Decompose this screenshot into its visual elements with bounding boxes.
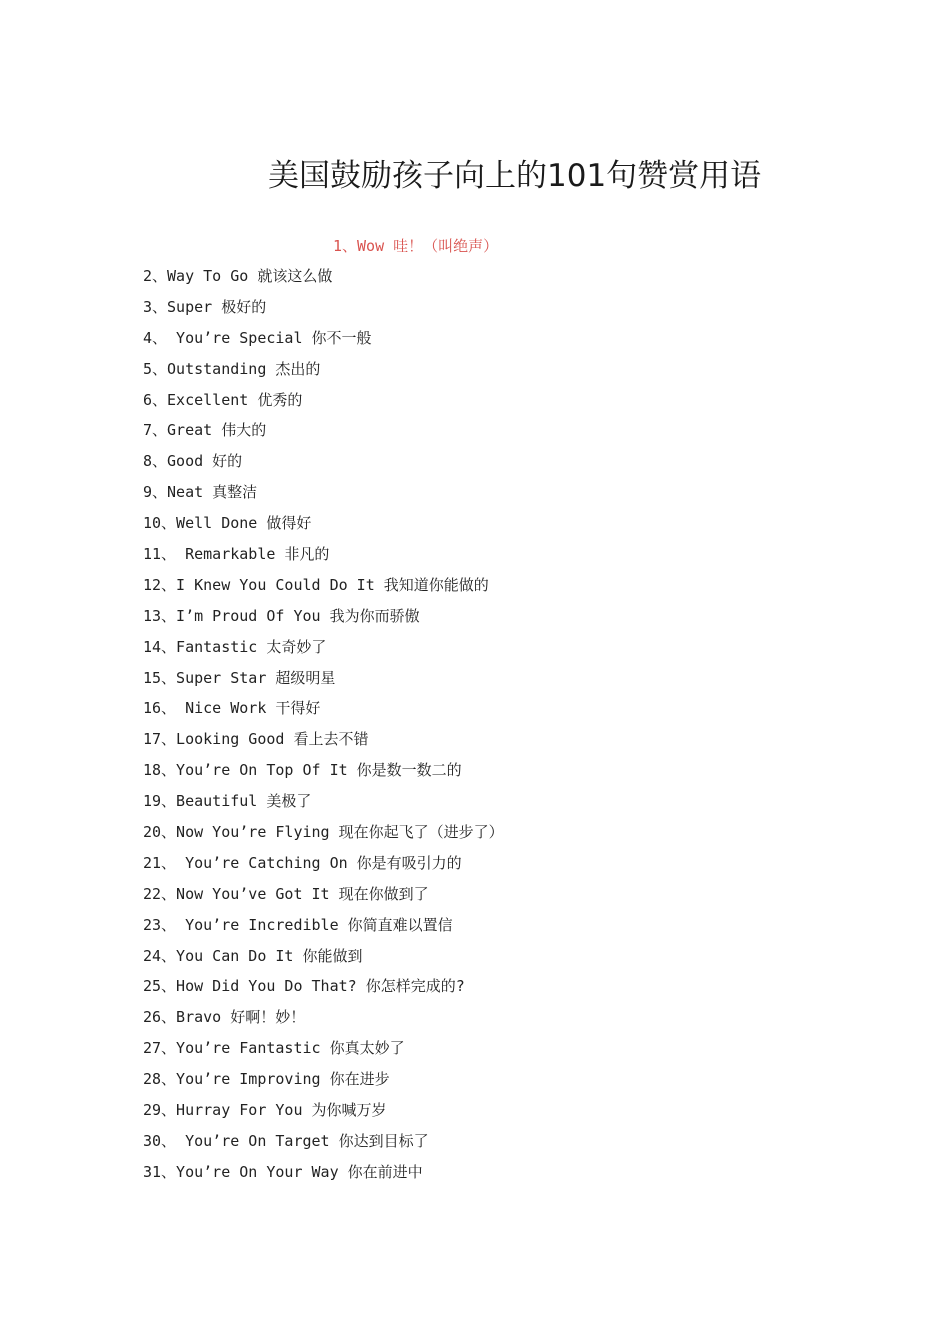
- list-item: 27、You’re Fantastic 你真太妙了: [143, 1039, 405, 1058]
- list-item: 25、How Did You Do That? 你怎样完成的?: [143, 977, 465, 996]
- phrase-list: [143, 265, 504, 1192]
- list-item: 15、Super Star 超级明星: [143, 668, 336, 687]
- list-item: 19、Beautiful 美极了: [143, 792, 312, 811]
- list-item: 12、I Knew You Could Do It 我知道你能做的: [143, 575, 489, 594]
- list-item: 18、You’re On Top Of It 你是数一数二的: [143, 761, 462, 780]
- list-item: 9、Neat 真整洁: [143, 483, 258, 502]
- list-item: 29、Hurray For You 为你喊万岁: [143, 1101, 387, 1120]
- list-item: 16、 Nice Work 干得好: [143, 699, 321, 718]
- list-item: 24、You Can Do It 你能做到: [143, 946, 363, 965]
- list-item: 26、Bravo 好啊！妙！: [143, 1008, 306, 1027]
- list-item: 4、 You’re Special 你不一般: [143, 328, 372, 347]
- list-item: 31、You’re On Your Way 你在前进中: [143, 1162, 423, 1181]
- list-item: 23、 You’re Incredible 你简直难以置信: [143, 915, 453, 934]
- list-item: 11、 Remarkable 非凡的: [143, 545, 330, 564]
- list-item: 17、Looking Good 看上去不错: [143, 730, 369, 749]
- document-title: 美国鼓励孩子向上的101句赞赏用语: [268, 158, 762, 194]
- list-item: 13、I’m Proud Of You 我为你而骄傲: [143, 606, 420, 625]
- list-item: 7、Great 伟大的: [143, 421, 267, 440]
- list-item: 5、Outstanding 杰出的: [143, 359, 321, 378]
- list-item-highlighted: 1、Wow 哇！（叫绝声）: [333, 237, 499, 255]
- list-item: 2、Way To Go 就该这么做: [143, 267, 333, 285]
- list-item: 14、Fantastic 太奇妙了: [143, 637, 327, 656]
- list-item: 21、 You’re Catching On 你是有吸引力的: [143, 853, 462, 872]
- list-item: 10、Well Done 做得好: [143, 514, 312, 533]
- list-item: 3、Super 极好的: [143, 297, 267, 316]
- list-item: 22、Now You’ve Got It 现在你做到了: [143, 884, 429, 903]
- list-item: 20、Now You’re Flying 现在你起飞了（进步了）: [143, 823, 504, 842]
- list-item: 28、You’re Improving 你在进步: [143, 1070, 390, 1089]
- list-item: 6、Excellent 优秀的: [143, 390, 303, 409]
- list-item: 8、Good 好的: [143, 452, 243, 471]
- list-item: 30、 You’re On Target 你达到目标了: [143, 1131, 429, 1150]
